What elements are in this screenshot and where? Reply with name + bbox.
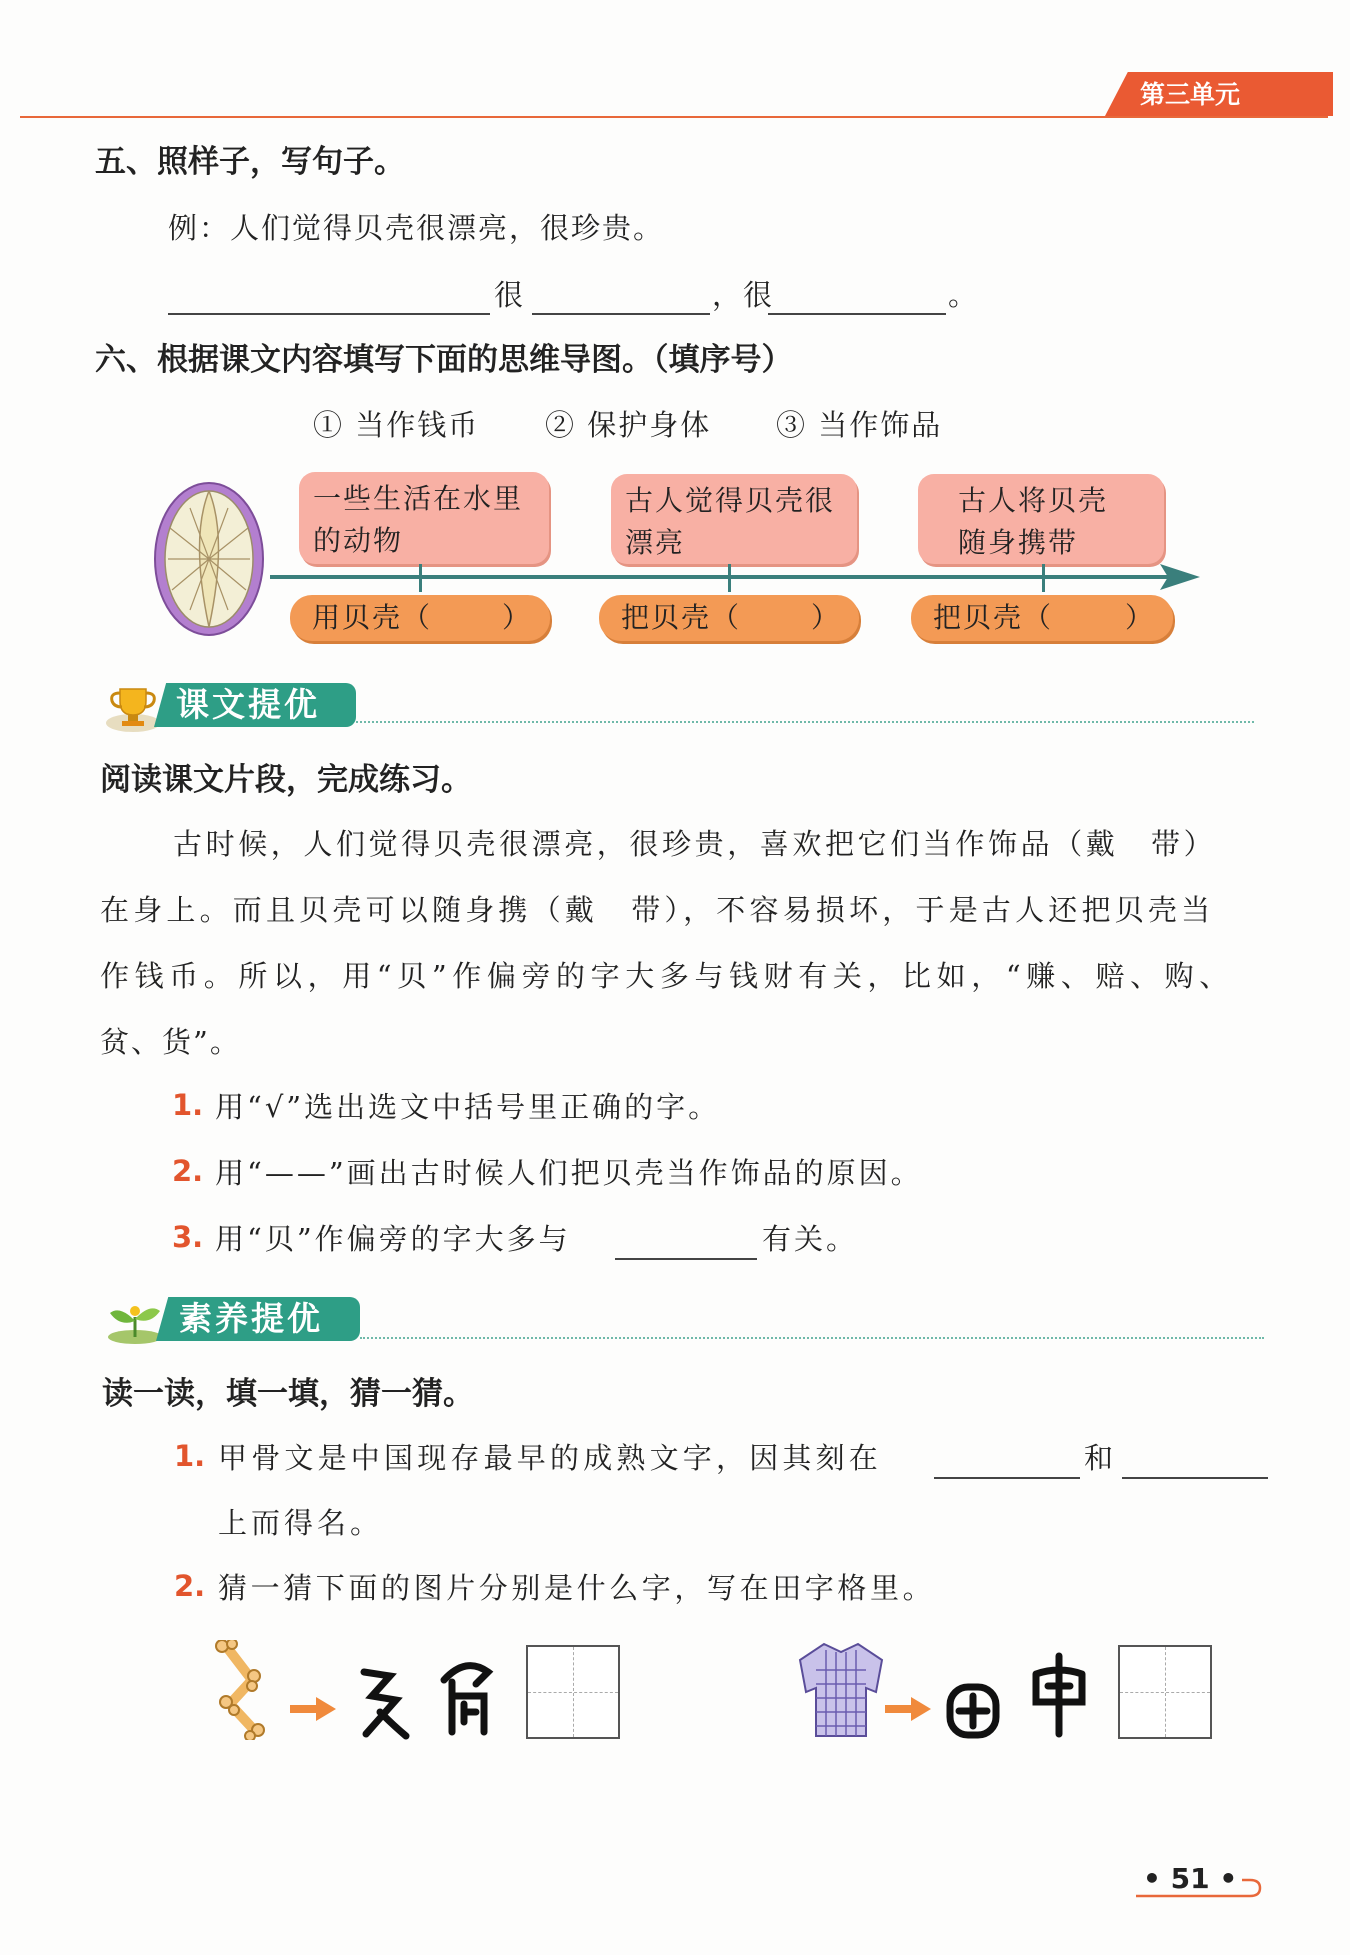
mindmap-bottom-box-1[interactable] bbox=[290, 595, 550, 641]
keti-q3-blank[interactable] bbox=[615, 1258, 757, 1260]
top-box-1-text: 一些生活在水里的动物 bbox=[313, 482, 524, 557]
page-number: • 51 • bbox=[1143, 1862, 1238, 1895]
bottom-box-2-close: ） bbox=[811, 601, 842, 634]
option-3: ③ 当作饰品 bbox=[776, 408, 943, 442]
mindmap-axis bbox=[270, 575, 1170, 579]
suyang-q2-text: 猜一猜下面的图片分别是什么字，写在田字格里。 bbox=[218, 1571, 936, 1605]
option-2: ② 保护身体 bbox=[545, 408, 712, 442]
suyang-q1-text-2: 上而得名。 bbox=[218, 1506, 384, 1540]
keti-q3-num: 3. bbox=[172, 1220, 204, 1254]
banner-suyang-text: 素养提优 bbox=[179, 1299, 323, 1338]
sprout-icon bbox=[106, 1297, 164, 1345]
suyang-q1-and: 和 bbox=[1084, 1441, 1116, 1475]
tick-1 bbox=[419, 564, 422, 592]
tian-grid-1[interactable] bbox=[526, 1645, 620, 1739]
suyang-q1-blank-1[interactable] bbox=[934, 1477, 1080, 1479]
shell-icon bbox=[150, 478, 268, 640]
fill-hen-1: 很 bbox=[494, 278, 526, 312]
keti-q2-num: 2. bbox=[172, 1154, 204, 1188]
mindmap-top-box-2 bbox=[611, 474, 857, 564]
bronze-glyph-2 bbox=[1030, 1652, 1088, 1738]
keti-q1-text: 用“√”选出选文中括号里正确的字。 bbox=[215, 1090, 721, 1124]
keti-q3-text: 用“贝”作偏旁的字大多与 bbox=[215, 1222, 571, 1256]
section5-example: 例：人们觉得贝壳很漂亮，很珍贵。 bbox=[168, 211, 665, 245]
fill-hen-2: ，很 bbox=[712, 278, 775, 312]
section5-title: 五、照样子，写句子。 bbox=[95, 144, 405, 180]
bone-picture-icon bbox=[212, 1640, 272, 1740]
bottom-box-3-text: 把贝壳（ bbox=[933, 601, 1054, 634]
arrow-right-icon-2 bbox=[885, 1697, 931, 1721]
keti-instruction: 阅读课文片段，完成练习。 bbox=[100, 762, 472, 798]
shirt-picture-icon bbox=[798, 1640, 884, 1740]
oracle-bone-glyph-1 bbox=[354, 1662, 412, 1742]
suyang-q1-num: 1. bbox=[174, 1439, 206, 1473]
suyang-q1-text: 甲骨文是中国现存最早的成熟文字，因其刻在 bbox=[218, 1441, 883, 1475]
oracle-bone-glyph-2 bbox=[945, 1682, 1001, 1740]
bottom-box-1-text: 用贝壳（ bbox=[312, 601, 433, 634]
blank-line-2[interactable] bbox=[532, 313, 710, 315]
blank-line-1[interactable] bbox=[168, 313, 490, 315]
keti-para-line-1: 古时候，人们觉得贝壳很漂亮，很珍贵，喜欢把它们当作饰品（戴 带） bbox=[173, 827, 1217, 861]
mindmap-top-box-3 bbox=[918, 474, 1164, 564]
bottom-box-3-close: ） bbox=[1125, 601, 1156, 634]
option-1: ① 当作钱币 bbox=[313, 408, 480, 442]
top-box-3-text: 古人将贝壳随身携带 bbox=[958, 484, 1109, 559]
suyang-q2-num: 2. bbox=[174, 1569, 206, 1603]
keti-q1-num: 1. bbox=[172, 1088, 204, 1122]
header-rule bbox=[20, 116, 1328, 118]
mindmap-top-box-1 bbox=[299, 472, 549, 564]
unit-label: 第三单元 bbox=[1140, 80, 1241, 109]
banner-keti-dotline bbox=[356, 721, 1254, 723]
mindmap-bottom-box-3[interactable] bbox=[911, 595, 1173, 641]
arrow-head-icon bbox=[1160, 564, 1200, 590]
mindmap-bottom-box-2[interactable] bbox=[599, 595, 859, 641]
keti-para-line-2: 在身上。而且贝壳可以随身携（戴 带），不容易损坏，于是古人还把贝壳当 bbox=[100, 893, 1215, 927]
bottom-box-1-close: ） bbox=[502, 601, 533, 634]
banner-suyang-dotline bbox=[360, 1337, 1264, 1339]
suyang-q1-blank-2[interactable] bbox=[1122, 1477, 1268, 1479]
keti-q2-text: 用“——”画出古时候人们把贝壳当作饰品的原因。 bbox=[215, 1156, 923, 1190]
blank-line-3[interactable] bbox=[768, 313, 946, 315]
keti-para-line-3: 作钱币。所以，用“贝”作偏旁的字大多与钱财有关，比如，“赚、赔、购、 bbox=[100, 959, 1234, 993]
tian-grid-2[interactable] bbox=[1118, 1645, 1212, 1739]
page-number-decoration bbox=[1132, 1868, 1264, 1902]
suyang-instruction: 读一读，填一填，猜一猜。 bbox=[102, 1376, 474, 1412]
fill-end: 。 bbox=[948, 278, 980, 312]
tick-2 bbox=[728, 564, 731, 592]
top-box-2-text: 古人觉得贝壳很漂亮 bbox=[625, 484, 836, 559]
section6-title: 六、根据课文内容填写下面的思维导图。（填序号） bbox=[95, 342, 793, 378]
bronze-glyph-1 bbox=[436, 1652, 496, 1738]
banner-keti-text: 课文提优 bbox=[176, 685, 320, 724]
bottom-box-2-text: 把贝壳（ bbox=[621, 601, 742, 634]
tick-3 bbox=[1042, 564, 1045, 592]
keti-para-line-4: 贫、货”。 bbox=[100, 1025, 241, 1059]
keti-q3-tail: 有关。 bbox=[762, 1222, 859, 1256]
trophy-icon bbox=[104, 683, 162, 733]
arrow-right-icon bbox=[290, 1697, 336, 1721]
